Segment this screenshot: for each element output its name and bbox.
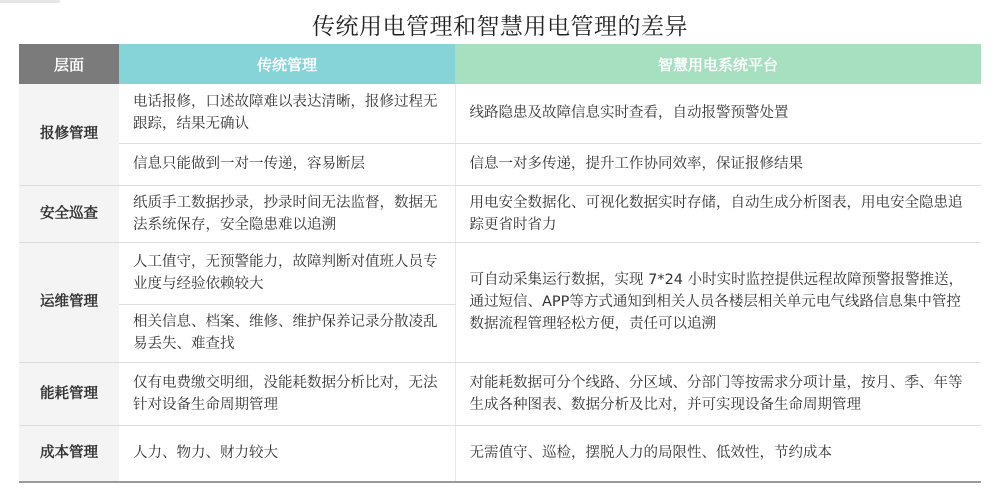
table-row [19, 143, 981, 185]
table-row [19, 185, 981, 242]
traditional-cell: 电话报修，口述故障难以表达清晰，报修过程无跟踪，结果无确认 [119, 84, 455, 143]
row-category-energy: 能耗管理 [19, 362, 119, 425]
smart-cell: 线路隐患及故障信息实时查看，自动报警预警处置 [455, 84, 981, 143]
traditional-cell: 仅有电费缴交明细，没能耗数据分析比对，无法针对设备生命周期管理 [119, 362, 455, 425]
smart-cell: 无需值守、巡检，摆脱人力的局限性、低效性，节约成本 [455, 425, 981, 482]
table-row [19, 425, 981, 482]
traditional-cell: 人力、物力、财力较大 [119, 425, 455, 482]
header-layer: 层面 [19, 44, 119, 84]
smart-cell: 可自动采集运行数据，实现 7*24 小时实时监控提供远程故障预警报警推送，通过短信、APP等方式通知到相关人员各楼层相关单元电气线路信息集中管控数据流程管理轻松方便，责任可以追溯 [455, 242, 981, 362]
comparison-table [19, 44, 981, 483]
traditional-cell: 纸质手工数据抄录，抄录时间无法监督，数据无法系统保存，安全隐患难以追溯 [119, 185, 455, 242]
header-smart: 智慧用电系统平台 [455, 44, 981, 84]
row-category-repair: 报修管理 [19, 84, 119, 185]
smart-cell: 信息一对多传递，提升工作协同效率，保证报修结果 [455, 143, 981, 185]
page-title: 传统用电管理和智慧用电管理的差异 [312, 14, 688, 40]
smart-cell: 对能耗数据可分个线路、分区域、分部门等按需求分项计量，按月、季、年等生成各种图表、数据分析及比对，并可实现设备生命周期管理 [455, 362, 981, 425]
traditional-cell: 相关信息、档案、维修、维护保养记录分散凌乱易丢失、难查找 [119, 304, 455, 362]
row-category-operations: 运维管理 [19, 242, 119, 362]
table-row [19, 84, 981, 143]
row-category-cost: 成本管理 [19, 425, 119, 482]
header-traditional: 传统管理 [119, 44, 455, 84]
table-row [19, 362, 981, 425]
smart-cell: 用电安全数据化、可视化数据实时存储，自动生成分析图表，用电安全隐患追踪更省时省力 [455, 185, 981, 242]
row-category-inspection: 安全巡查 [19, 185, 119, 242]
table-row [19, 242, 981, 304]
traditional-cell: 人工值守，无预警能力，故障判断对值班人员专业度与经验依赖较大 [119, 242, 455, 304]
table-header-row [19, 44, 981, 84]
traditional-cell: 信息只能做到一对一传递，容易断层 [119, 143, 455, 185]
top-decoration-bar [0, 0, 60, 3]
